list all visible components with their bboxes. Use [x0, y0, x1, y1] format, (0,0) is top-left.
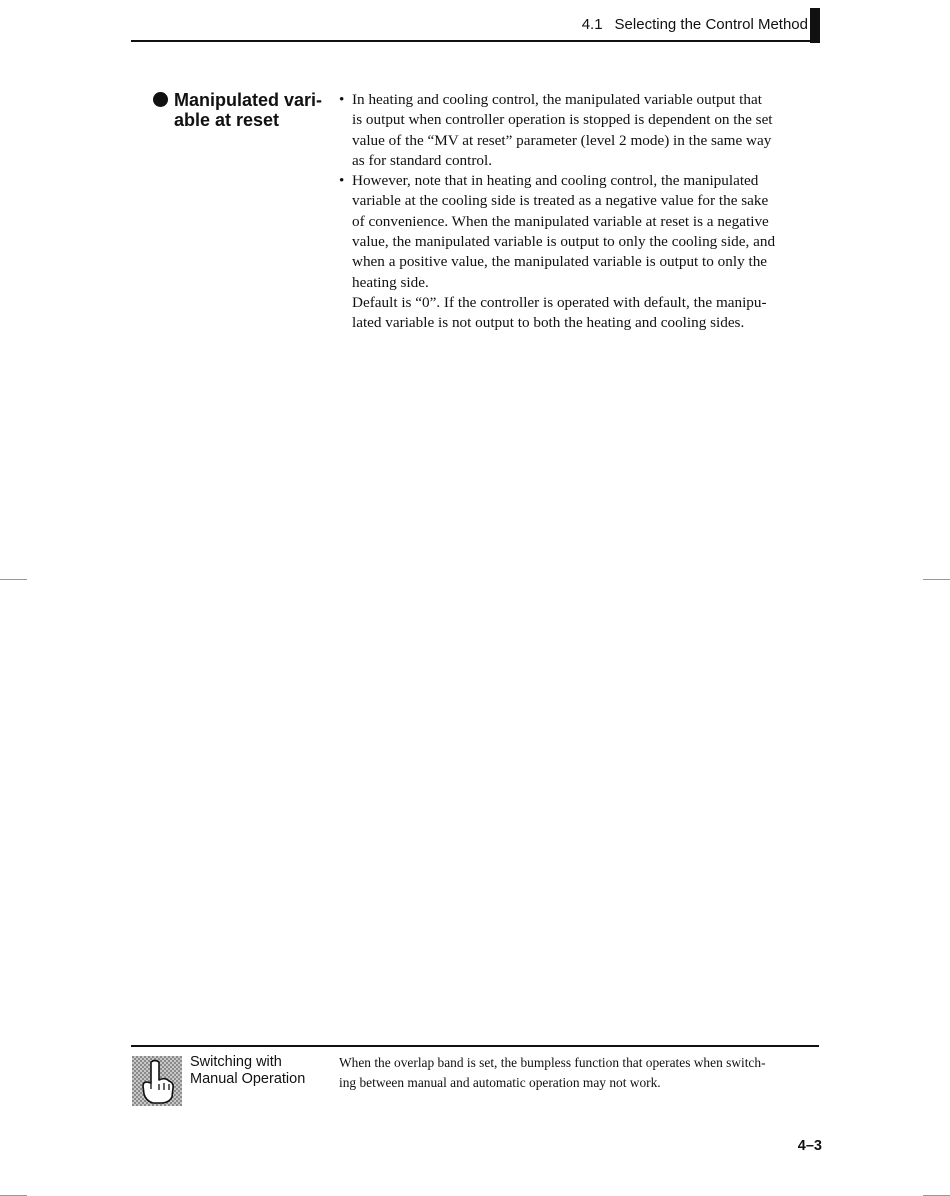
bullet-dot: • [339, 172, 345, 190]
filled-circle-bullet-icon [153, 92, 168, 107]
text-line: In heating and cooling control, the manipulated variable output that [352, 91, 762, 108]
crop-mark-right [923, 579, 950, 580]
text-line: of convenience. When the manipulated variable at reset is a negative [352, 212, 769, 230]
header-section-title: Selecting the Control Method [614, 16, 808, 33]
pointing-hand-icon [132, 1056, 182, 1106]
note-text-line: ing between manual and automatic operation may not work. [339, 1074, 661, 1090]
note-title [190, 1054, 330, 1087]
text-line: value, the manipulated variable is output to only the cooling side, and [352, 233, 776, 251]
running-header [560, 14, 808, 36]
text-line: variable at the cooling side is treated as a negative value for the sake [352, 192, 769, 210]
page-number: 4–3 [797, 1138, 822, 1154]
note-title-line: Manual Operation [190, 1070, 306, 1087]
crop-mark-left [0, 579, 27, 580]
note-text-line: When the overlap band is set, the bumpless function that operates when switch- [339, 1055, 766, 1070]
header-tab-marker [810, 8, 820, 43]
text-line: when a positive value, the manipulated variable is output to only the [352, 253, 768, 271]
text-line: is output when controller operation is stopped is dependent on the set [352, 111, 773, 129]
section-heading-text: Manipulated vari- able at reset [174, 90, 323, 130]
text-line: However, note that in heating and cooling control, the manipulated [352, 172, 759, 190]
note-rule [131, 1045, 819, 1047]
default-paragraph [339, 293, 821, 334]
section-heading [153, 90, 333, 130]
bullet-dot: • [339, 91, 345, 108]
bullet-paragraph-1 [339, 90, 821, 171]
text-line: Default is “0”. If the controller is operated with default, the manipu- [352, 293, 767, 311]
text-line: heating side. [352, 273, 429, 291]
note-text [339, 1053, 814, 1092]
header-rule [131, 40, 819, 42]
text-line: value of the “MV at reset” parameter (level 2 mode) in the same way [352, 131, 772, 149]
text-line: as for standard control. [352, 151, 493, 169]
header-section-number: 4.1 [581, 16, 603, 33]
note-title-line: Switching with [190, 1054, 282, 1070]
bullet-paragraph-2 [339, 171, 821, 293]
section-body [339, 90, 821, 334]
text-line: lated variable is not output to both the heating and cooling sides. [352, 314, 745, 332]
